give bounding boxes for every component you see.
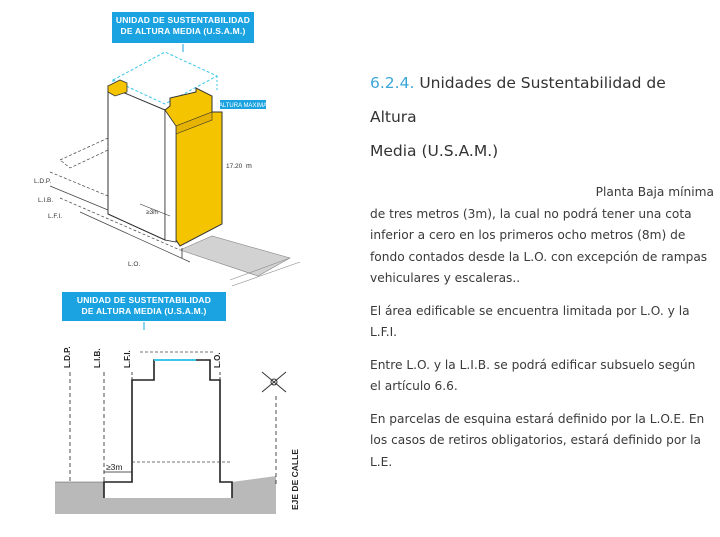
usam-section-figure xyxy=(0,286,330,532)
lib-label-bottom: L.I.B. xyxy=(93,348,102,368)
figure-top-title: UNIDAD DE SUSTENTABILIDAD DE ALTURA MEDIA (U.S.A.M.) xyxy=(112,12,254,43)
section-heading xyxy=(370,66,716,134)
paragraph-esquina: En parcelas de esquina estará definido por la L.O.E. En los casos de retiros obligatorios, estará definido por la L.E. xyxy=(370,411,705,469)
height-unit: m xyxy=(246,163,252,170)
usam-axonometric-figure xyxy=(0,0,330,290)
section-title-line1: Unidades de Sustentabilidad de Altura xyxy=(370,74,666,126)
figure-bottom-title: UNIDAD DE SUSTENTABILIDAD DE ALTURA MEDIA (U.S.A.M.) xyxy=(62,292,226,321)
lo-label-bottom: L.O. xyxy=(213,352,222,368)
section-number: 6.2.4. xyxy=(370,74,415,92)
section-drawing xyxy=(0,286,330,532)
ldp-label-top: L.D.P. xyxy=(34,178,52,185)
altura-maxima-label: ALTURA MAXIMA xyxy=(218,103,268,109)
lfi-label-bottom: L.F.I. xyxy=(123,350,132,368)
lfi-label-top: L.F.I. xyxy=(48,213,63,220)
paragraph-subsuelo: Entre L.O. y la L.I.B. se podrá edificar subsuelo según el artículo 6.6. xyxy=(370,357,696,393)
section-title-line2: Media (U.S.A.M.) xyxy=(370,142,499,160)
eje-calle-label: EJE DE CALLE xyxy=(290,449,300,510)
lib-label-top: L.I.B. xyxy=(38,197,54,204)
paragraph-area-edificable: El área edificable se encuentra limitada por L.O. y la L.F.I. xyxy=(370,303,690,339)
article-text xyxy=(370,66,716,473)
lo-label-top: L.O. xyxy=(128,261,141,268)
ldp-label-bottom: L.D.P. xyxy=(63,346,72,368)
depth-value-top: ≥3m xyxy=(146,209,159,216)
axonometric-drawing xyxy=(0,0,330,290)
depth-value-bottom: ≥3m xyxy=(106,462,123,472)
street-axis-symbol xyxy=(262,372,286,392)
paragraph-planta-baja: Planta Baja mínima de tres metros (3m), la cual no podrá tener una cota inferior a cero en los primeros ocho metros (8m) de fondo contados desde la L.O. con excepción de rampas vehiculares y escaleras.. xyxy=(370,185,714,285)
height-value: 17.20 xyxy=(226,163,243,170)
